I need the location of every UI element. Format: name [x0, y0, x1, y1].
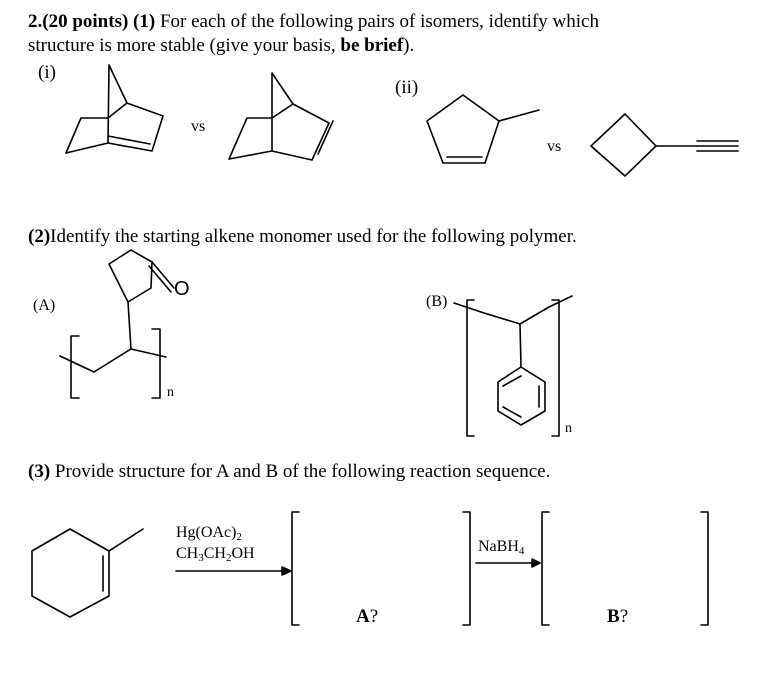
- part1-text-pre: structure is more stable (give your basis,: [28, 35, 341, 56]
- product-a-qmark: ?: [369, 606, 379, 627]
- question-points: (20 points): [42, 11, 129, 32]
- methylcyclopentyne: [427, 95, 539, 163]
- bracket-a-left: [292, 512, 299, 625]
- ethanol-sub1: 3: [198, 552, 204, 564]
- part3-label: (3): [28, 461, 51, 482]
- methylcyclohexene: [32, 529, 143, 617]
- bracket-b-right: [701, 512, 708, 625]
- part3-text: Provide structure for A and B of the following reaction sequence.: [50, 461, 551, 482]
- norbornene-left: [66, 65, 163, 153]
- reaction-arrow-2: [476, 559, 540, 567]
- part2-label: (2): [28, 226, 51, 247]
- part2-text: Identify the starting alkene monomer used for the following polymer.: [50, 226, 577, 247]
- ethynylcyclobutane: [591, 114, 738, 176]
- vs-label-ii: vs: [547, 138, 562, 155]
- ethanol-sub2: 2: [225, 552, 232, 564]
- part1-text-bold: be brief: [340, 35, 404, 56]
- repeat-n-a: n: [167, 385, 174, 400]
- reagent-hgoac-sub: 2: [236, 531, 242, 543]
- nabh4-sub: 4: [518, 545, 525, 557]
- question-number: 2.: [28, 11, 43, 32]
- nabh4-text: NaBH: [478, 538, 519, 555]
- product-b-qmark: ?: [619, 606, 629, 627]
- carbonyl-oxygen: O: [174, 278, 190, 300]
- vs-label-i: vs: [191, 118, 206, 135]
- reaction-arrow-1: [176, 567, 291, 575]
- sub-label-i: (i): [38, 62, 56, 83]
- polymer-b: [454, 296, 572, 436]
- polymer-a-label: (A): [33, 297, 56, 314]
- polymer-a: [60, 250, 174, 398]
- ethanol-ch2: CH: [203, 545, 226, 562]
- ethanol-ch: CH: [176, 545, 199, 562]
- polymer-b-label: (B): [426, 293, 448, 310]
- ethanol-oh: OH: [231, 545, 255, 562]
- product-a: A: [356, 606, 370, 627]
- reagent-hgoac-text: Hg(OAc): [176, 524, 237, 541]
- part1-text-post: ).: [403, 35, 415, 56]
- product-b: B: [607, 606, 620, 627]
- norbornene-right: [229, 73, 333, 160]
- bracket-a-right: [463, 512, 470, 625]
- bracket-b-left: [542, 512, 549, 625]
- repeat-n-b: n: [565, 421, 572, 436]
- part1-label: (1): [133, 11, 156, 32]
- sub-label-ii: (ii): [395, 77, 419, 98]
- part1-text-line1: For each of the following pairs of isomers, identify which: [155, 11, 599, 32]
